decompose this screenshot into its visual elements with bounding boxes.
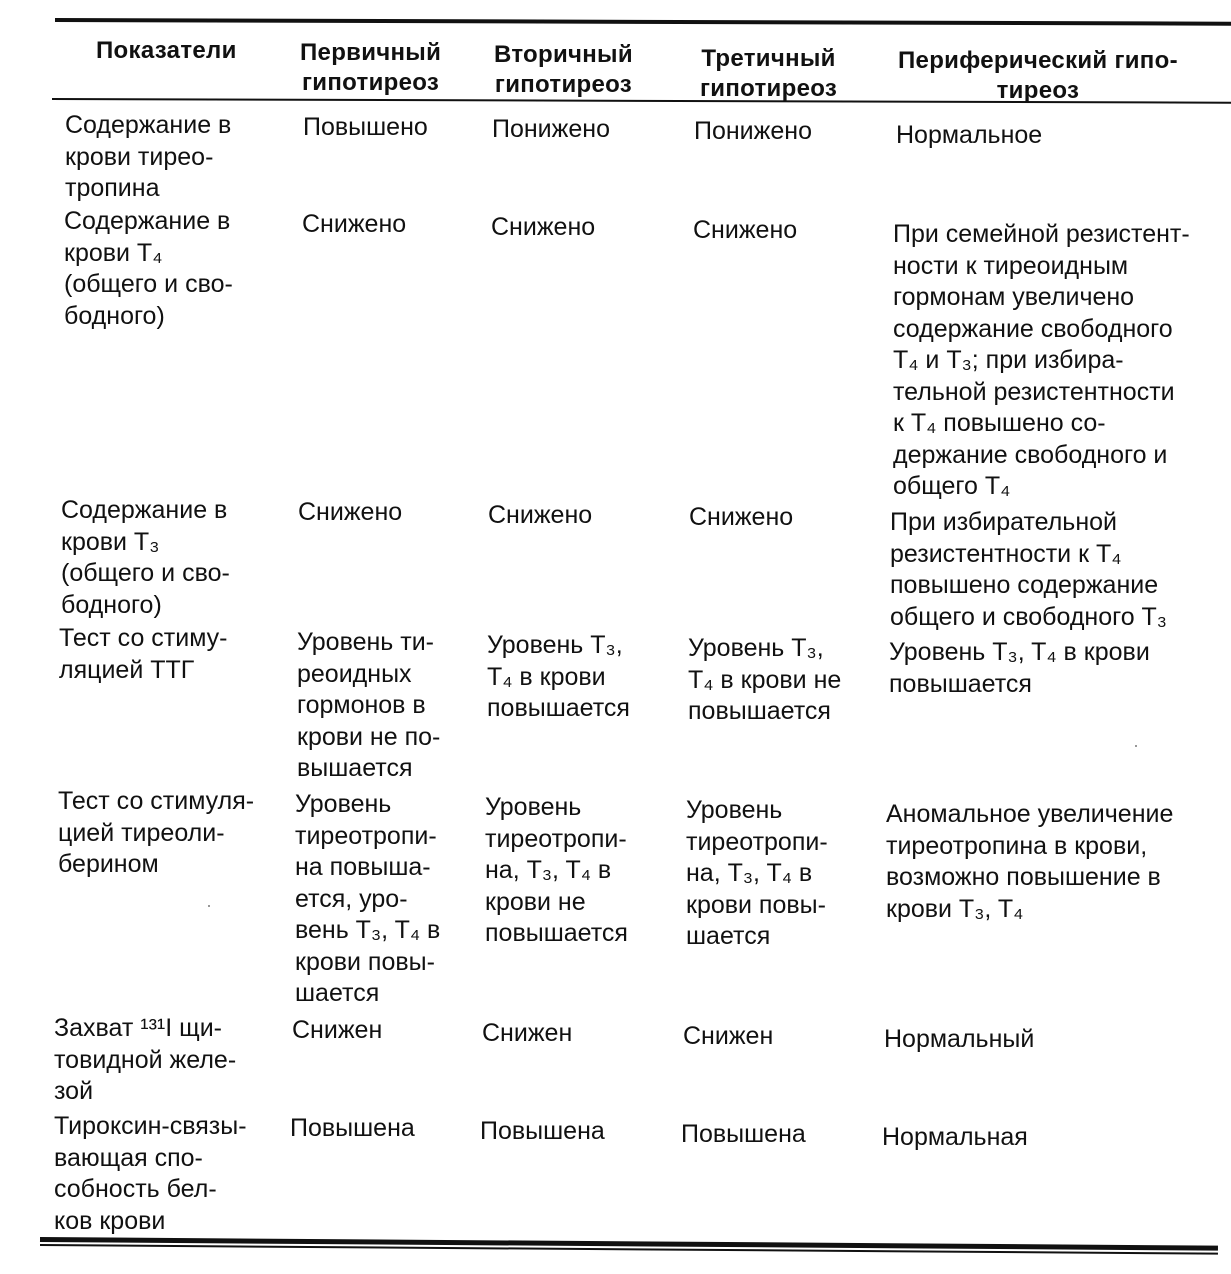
table-cell-tertiary: Уровень T₃, T₄ в крови не повышается — [688, 634, 842, 725]
table-cell-primary: Снижен — [292, 1016, 383, 1044]
table-cell-tertiary: Снижен — [683, 1022, 774, 1050]
header-peripheral: Периферический гипо- тиреоз — [898, 47, 1178, 104]
table-cell-peripheral: Аномальное увеличение тиреотропина в крови, возможно повышение в крови T₃, T₄ — [886, 800, 1174, 923]
table-cell-indicator: Тироксин-связы- вающая спо- собность бел- ков крови — [54, 1112, 247, 1235]
table-cell-primary: Снижено — [302, 210, 407, 238]
table-cell-secondary: Понижено — [492, 115, 610, 143]
table-cell-secondary: Снижен — [482, 1019, 573, 1047]
scan-speck — [208, 905, 210, 907]
table-cell-peripheral: Нормальный — [884, 1025, 1035, 1053]
table-cell-secondary: Повышена — [480, 1117, 605, 1145]
table-cell-secondary: Снижено — [491, 213, 596, 241]
table-cell-tertiary: Понижено — [694, 117, 812, 145]
table-cell-secondary: Уровень тиреотропи- на, T₃, T₄ в крови не повышается — [485, 793, 628, 947]
header-secondary: Вторичный гипотиреоз — [494, 41, 633, 98]
header-tertiary: Третичный гипотиреоз — [700, 45, 838, 102]
table-cell-indicator: Содержание в крови T₄ (общего и сво- бодного) — [64, 207, 233, 330]
table-cell-primary: Повышена — [290, 1114, 415, 1142]
table-cell-secondary: Снижено — [488, 501, 593, 529]
table-cell-primary: Уровень тиреотропи- на повыша- ется, уро- вень T₃, T₄ в крови повы- шается — [295, 790, 441, 1007]
header-primary: Первичный гипотиреоз — [300, 39, 442, 96]
table-cell-primary: Снижено — [298, 498, 403, 526]
table-cell-tertiary: Повышена — [681, 1120, 806, 1148]
table-cell-indicator: Содержание в крови тирео- тропина — [65, 111, 232, 202]
table-cell-peripheral: Нормальная — [882, 1123, 1028, 1151]
table-top-rule — [55, 18, 1231, 26]
table-cell-tertiary: Снижено — [693, 216, 798, 244]
table-cell-tertiary: Уровень тиреотропи- на, T₃, T₄ в крови повы- шается — [686, 796, 828, 950]
table-cell-indicator: Тест со стиму- ляцией ТТГ — [59, 624, 228, 684]
table-cell-primary: Повышено — [303, 113, 428, 141]
table-cell-indicator: Содержание в крови T₃ (общего и сво- бодного) — [61, 496, 230, 619]
table-cell-secondary: Уровень T₃, T₄ в крови повышается — [487, 631, 630, 722]
table-cell-peripheral: Уровень T₃, T₄ в крови повышается — [889, 638, 1150, 698]
header-indicators: Показатели — [96, 37, 237, 64]
table-cell-peripheral: При семейной резистент- ности к тиреоидным гормонам увеличено содержание свободного T₄ и T₃; при избира- тельной резистентности к T₄ повышено со- держание свободного и общего T₄ — [893, 220, 1190, 500]
table-cell-peripheral: При избирательной резистентности к T₄ повышено содержание общего и свободного T₃ — [890, 508, 1167, 631]
scan-speck — [1135, 745, 1137, 747]
table-cell-tertiary: Снижено — [689, 503, 794, 531]
table-cell-peripheral: Нормальное — [896, 121, 1043, 149]
table-cell-primary: Уровень ти- реоидных гормонов в крови не по- вышается — [297, 628, 441, 782]
table-cell-indicator: Захват ¹³¹I щи- товидной желе- зой — [54, 1014, 237, 1105]
table-cell-indicator: Тест со стимуля- цией тиреоли- берином — [58, 787, 255, 878]
